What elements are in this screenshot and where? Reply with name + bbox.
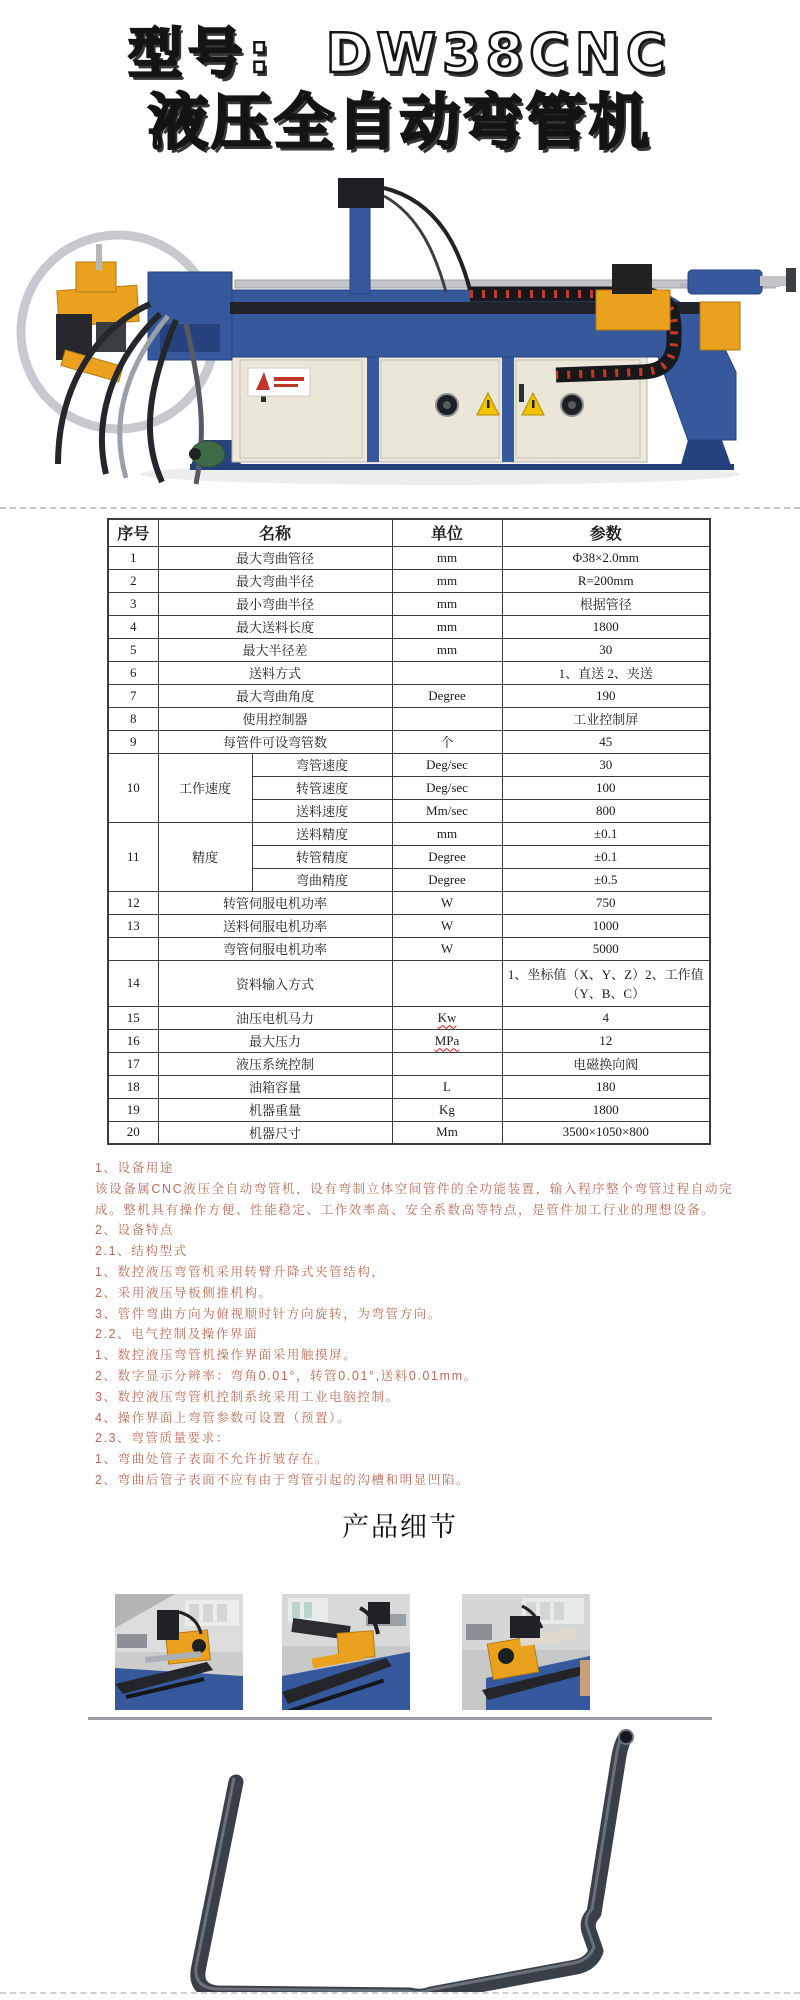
pipe-open-end <box>619 1730 633 1744</box>
spec-cell: 工业控制屏 <box>502 707 710 730</box>
description-line: 成。整机具有操作方便、性能稳定、工作效率高、安全系数高等特点，是管件加工行业的理想设备。 <box>95 1202 716 1217</box>
spec-cell: 1、直送 2、夹送 <box>502 661 710 684</box>
model-title: 型号: DW38CNC <box>128 22 672 85</box>
spec-row <box>108 937 710 960</box>
spec-header-cell: 参数 <box>502 519 710 546</box>
spec-cell: 最大弯曲管径 <box>158 546 392 569</box>
spec-cell: 3 <box>108 592 158 615</box>
spec-cell: 13 <box>108 914 158 937</box>
spec-cell: 送料精度 <box>252 822 392 845</box>
spec-cell: mm <box>392 592 502 615</box>
spec-cell: L <box>392 1075 502 1098</box>
spec-row <box>108 960 710 1006</box>
spec-table <box>107 518 711 1145</box>
description-text <box>95 1158 734 1491</box>
spec-cell: 根据管径 <box>502 592 710 615</box>
worker-arm <box>580 1660 590 1696</box>
description-line: 2.2、电气控制及操作界面 <box>95 1327 259 1342</box>
product-details-heading: 产品细节 <box>342 1512 458 1542</box>
spec-cell: Mm/sec <box>392 799 502 822</box>
spec-cell: Degree <box>392 845 502 868</box>
spec-row <box>108 914 710 937</box>
spec-cell: 油箱容量 <box>158 1075 392 1098</box>
spec-header-cell: 序号 <box>108 519 158 546</box>
spec-row <box>108 822 710 845</box>
spec-cell: 转管精度 <box>252 845 392 868</box>
spec-cell: 转管伺服电机功率 <box>158 891 392 914</box>
spec-cell: 30 <box>502 638 710 661</box>
spec-cell <box>108 937 158 960</box>
spec-cell: 弯曲精度 <box>252 868 392 891</box>
feed-carriage <box>596 264 670 330</box>
spec-cell: Deg/sec <box>392 753 502 776</box>
spec-cell: 9 <box>108 730 158 753</box>
spec-cell: 最大半径差 <box>158 638 392 661</box>
spec-row <box>108 730 710 753</box>
machine-photo <box>0 172 800 502</box>
spec-cell: 机器重量 <box>158 1098 392 1121</box>
spec-cell <box>392 960 502 1006</box>
spec-cell: Deg/sec <box>392 776 502 799</box>
spec-cell: 资料输入方式 <box>158 960 392 1006</box>
detail-photo-1 <box>115 1594 243 1710</box>
description-line: 1、数控液压弯管机操作界面采用触摸屏。 <box>95 1348 358 1363</box>
spec-cell: 100 <box>502 776 710 799</box>
spec-row <box>108 753 710 776</box>
spec-cell <box>392 1052 502 1075</box>
spec-row <box>108 638 710 661</box>
page-title <box>0 20 800 158</box>
spec-row <box>108 891 710 914</box>
photo-divider-line <box>88 1717 712 1720</box>
mandrel-post <box>338 178 470 294</box>
spec-header-cell: 单位 <box>392 519 502 546</box>
spec-cell: 190 <box>502 684 710 707</box>
spec-cell: 精度 <box>158 822 252 891</box>
spec-cell: 1800 <box>502 1098 710 1121</box>
bent-pipe-sample-photo <box>0 1724 800 1992</box>
spec-cell: 机器尺寸 <box>158 1121 392 1144</box>
spec-table-body <box>108 546 710 1144</box>
spec-cell: 4 <box>502 1006 710 1029</box>
spec-cell: 1000 <box>502 914 710 937</box>
spec-row <box>108 1121 710 1144</box>
spec-cell: 10 <box>108 753 158 822</box>
spec-cell: 8 <box>108 707 158 730</box>
detail-photo-3 <box>462 1594 590 1710</box>
spec-cell: 送料速度 <box>252 799 392 822</box>
spec-cell: 5 <box>108 638 158 661</box>
spec-cell: 30 <box>502 753 710 776</box>
spec-cell: mm <box>392 615 502 638</box>
spec-cell <box>392 661 502 684</box>
detail-photo-2 <box>282 1594 410 1710</box>
spec-cell: 电磁换向阀 <box>502 1052 710 1075</box>
spec-cell: ±0.1 <box>502 845 710 868</box>
spec-cell: 每管件可设弯管数 <box>158 730 392 753</box>
spec-cell: Degree <box>392 868 502 891</box>
dashed-divider-top <box>0 507 800 509</box>
spec-cell: 个 <box>392 730 502 753</box>
description-line: 1、设备用途 <box>95 1161 175 1175</box>
spec-cell: 180 <box>502 1075 710 1098</box>
spec-cell: mm <box>392 822 502 845</box>
spec-cell: 弯管速度 <box>252 753 392 776</box>
spec-cell: Degree <box>392 684 502 707</box>
spec-cell: 油压电机马力 <box>158 1006 392 1029</box>
description-line: 3、管件弯曲方向为俯视顺时针方向旋转，为弯管方向。 <box>95 1306 442 1321</box>
description-line: 2、弯曲后管子表面不应有由于弯管引起的沟槽和明显凹陷。 <box>95 1472 471 1487</box>
door-handle <box>519 384 524 402</box>
spec-cell: Kg <box>392 1098 502 1121</box>
description-line: 该设备属CNC液压全自动弯管机，设有弯制立体空间管件的全功能装置，输入程序整个弯管过程自动完 <box>95 1181 734 1196</box>
spec-cell: 使用控制器 <box>158 707 392 730</box>
spec-cell: mm <box>392 569 502 592</box>
spec-row <box>108 1006 710 1029</box>
spec-row <box>108 1029 710 1052</box>
spec-cell: 16 <box>108 1029 158 1052</box>
spec-cell: MPa <box>392 1029 502 1052</box>
spec-cell: 最大压力 <box>158 1029 392 1052</box>
spec-cell: R=200mm <box>502 569 710 592</box>
spec-row <box>108 546 710 569</box>
tail-cylinder <box>688 268 796 350</box>
spec-cell: 工作速度 <box>158 753 252 822</box>
description-line: 2、设备特点 <box>95 1223 175 1238</box>
description-line: 4、操作界面上弯管参数可设置（预置）。 <box>95 1410 352 1425</box>
spec-row <box>108 661 710 684</box>
spec-cell: 最大弯曲角度 <box>158 684 392 707</box>
spec-cell: 最大弯曲半径 <box>158 569 392 592</box>
spec-cell: 送料方式 <box>158 661 392 684</box>
spec-cell: 2 <box>108 569 158 592</box>
spec-cell: 45 <box>502 730 710 753</box>
description-line: 2、采用液压导板侧推机构。 <box>95 1285 273 1300</box>
spec-cell: 11 <box>108 822 158 891</box>
spec-cell: Mm <box>392 1121 502 1144</box>
spec-cell: 1、坐标值（X、Y、Z）2、工作值（Y、B、C） <box>502 960 710 1006</box>
description-line: 2.1、结构型式 <box>95 1244 188 1259</box>
dashed-divider-bottom <box>0 1992 800 1994</box>
spec-cell: 17 <box>108 1052 158 1075</box>
spec-cell: ±0.1 <box>502 822 710 845</box>
spec-cell: 6 <box>108 661 158 684</box>
description-line: 1、数控液压弯管机采用转臂升降式夹管结构， <box>95 1264 386 1279</box>
spec-cell: ±0.5 <box>502 868 710 891</box>
spec-row <box>108 684 710 707</box>
spec-cell: 转管速度 <box>252 776 392 799</box>
spec-cell: 18 <box>108 1075 158 1098</box>
description-line: 2、数字显示分辨率：弯角0.01°，转管0.01°,送料0.01mm。 <box>95 1368 478 1383</box>
spec-cell: mm <box>392 546 502 569</box>
spec-cell: 12 <box>502 1029 710 1052</box>
spec-cell <box>392 707 502 730</box>
spec-cell: 12 <box>108 891 158 914</box>
spec-row <box>108 1075 710 1098</box>
spec-cell: 最小弯曲半径 <box>158 592 392 615</box>
spec-cell: mm <box>392 638 502 661</box>
spec-row <box>108 569 710 592</box>
spec-cell: 7 <box>108 684 158 707</box>
description-line: 1、弯曲处管子表面不允许折皱存在。 <box>95 1452 330 1467</box>
spec-cell: 800 <box>502 799 710 822</box>
pipe-highlight <box>196 1733 624 1992</box>
machine-illustration <box>0 172 800 502</box>
brand-logo <box>248 368 310 396</box>
spec-cell: 3500×1050×800 <box>502 1121 710 1144</box>
bent-pipe <box>198 1737 626 1992</box>
spec-cell: 1 <box>108 546 158 569</box>
description-line: 2.3、弯管质量要求： <box>95 1431 230 1446</box>
spec-cell: 14 <box>108 960 158 1006</box>
spec-cell: W <box>392 891 502 914</box>
spec-cell: 20 <box>108 1121 158 1144</box>
bend-head <box>56 244 139 382</box>
spec-row <box>108 615 710 638</box>
spec-cell: W <box>392 937 502 960</box>
spec-cell: W <box>392 914 502 937</box>
spec-row <box>108 1052 710 1075</box>
spec-cell: 4 <box>108 615 158 638</box>
spec-cell: 弯管伺服电机功率 <box>158 937 392 960</box>
spec-cell: 1800 <box>502 615 710 638</box>
detail-photos <box>0 1594 800 1710</box>
spec-row <box>108 707 710 730</box>
description-line: 3、数控液压弯管机控制系统采用工业电脑控制。 <box>95 1389 400 1404</box>
spec-cell: 15 <box>108 1006 158 1029</box>
spec-cell: Kw <box>392 1006 502 1029</box>
spec-row <box>108 592 710 615</box>
spec-cell: 5000 <box>502 937 710 960</box>
spec-cell: Φ38×2.0mm <box>502 546 710 569</box>
spec-header-cell: 名称 <box>158 519 392 546</box>
spec-row <box>108 1098 710 1121</box>
spec-cell: 19 <box>108 1098 158 1121</box>
spec-cell: 送料伺服电机功率 <box>158 914 392 937</box>
machine-name-title: 液压全自动弯管机 <box>148 88 652 158</box>
spec-cell: 液压系统控制 <box>158 1052 392 1075</box>
spec-cell: 750 <box>502 891 710 914</box>
spec-cell: 最大送料长度 <box>158 615 392 638</box>
spec-header-row <box>108 519 710 546</box>
